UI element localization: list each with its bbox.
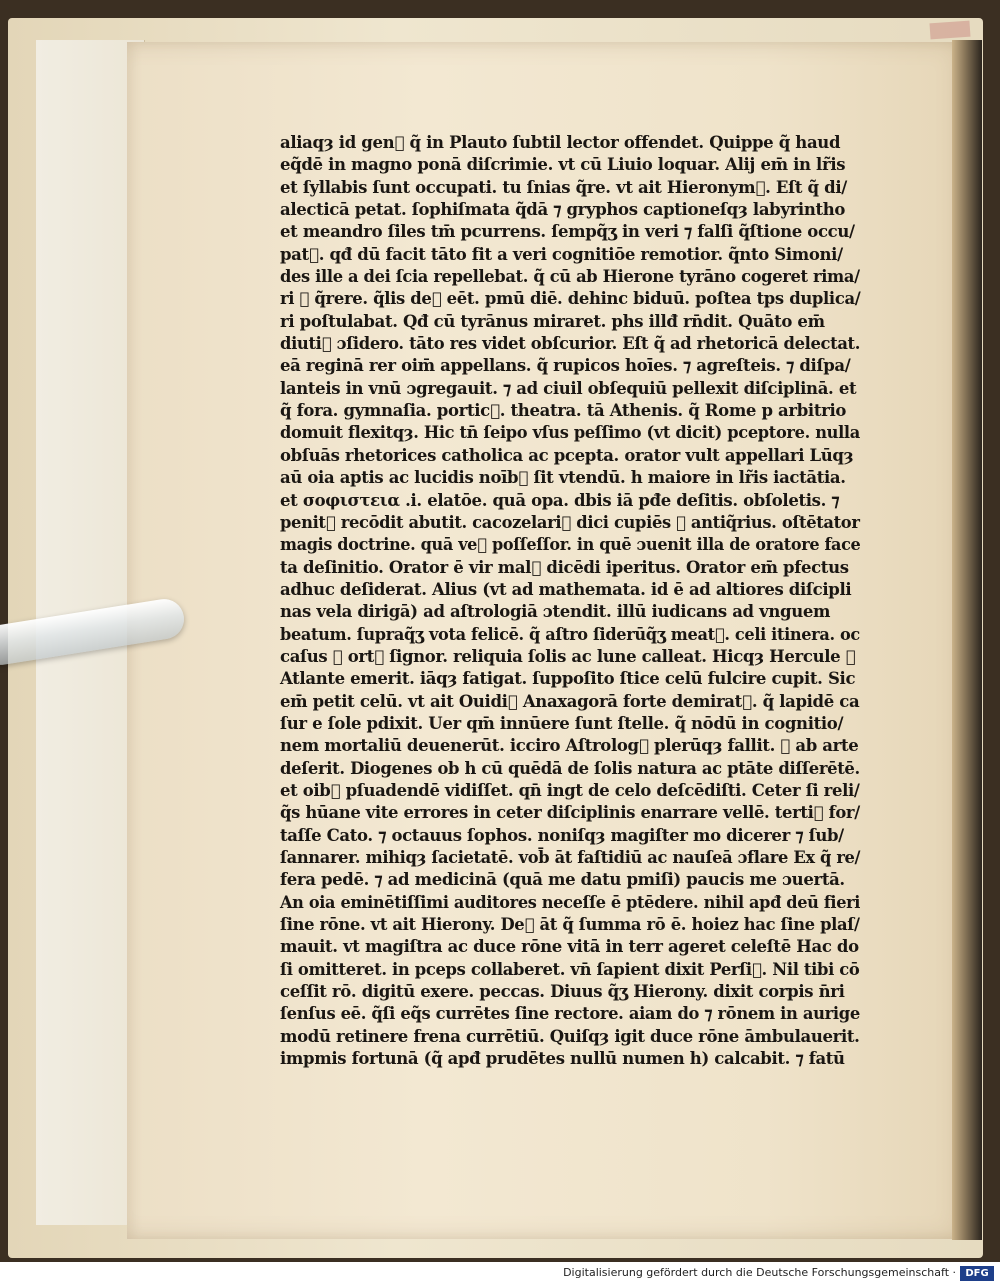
text-line: modū retinere frena currētiū. Quiſqȝ igit duce rōne āmbulauerit. [280,1026,860,1046]
text-line: fera pedē. ⁊ ad medicinā (quā me datu pmiſi) paucis me ɔuertā. [280,870,845,890]
text-line: eq̃dē in magno ponā diſcrimie. vt cū Liuio loquar. Alij em̄ in lr̃is [280,155,846,175]
text-line: An oia eminētiſſimi auditores neceſſe ē ptēdere. nihil apđ deū fieri [280,892,861,912]
footer-bar [0,1262,1000,1285]
text-line: penit᷒ recōdit abutit. cacozelari᷒ dici cupiēs ⁊ antiq̃rius. oſtētator [280,512,860,532]
text-block [280,132,860,1070]
text-line: taſſe Cato. ⁊ octauus ſophos. noniſqȝ magiſter mo dicerer ⁊ ſub/ [280,825,844,845]
stamp-mark [929,21,970,40]
text-line: q̃ fora. gymnaſia. portic᷒. theatra. tā Athenis. q̃ Rome p arbitrio [280,401,847,421]
dfg-logo: DFG [960,1266,994,1281]
text-line: lanteis in vnū ɔgregauit. ⁊ ad ciuil obſequiū pellexit diſciplinā. et [280,378,857,398]
text-line: ſenſus eē. q̃ſi eq̃s currētes ſine rectore. aiam do ⁊ rōnem in aurige [280,1004,860,1024]
text-line: ſi omitteret. in pceps collaberet. vn̄ ſapient dixit Perſi᷒. Nil tibi cō [280,959,860,979]
text-line: aū oia aptis ac lucidis noīb᷒ ſit vtendū. h maiore in lr̃is iactātia. [280,468,846,488]
text-line: ſur e ſole pdixit. Uer qm̄ innūere ſunt ſtelle. q̃ nōdū in cognitio/ [280,713,844,733]
text-line: domuit flexitqȝ. Hic tn̄ ſeipo vſus peſſimo (vt dicit) pceptore. nulla [280,423,860,443]
text-line: ta deſinitio. Orator ē vir mal᷒ dicēdi iperitus. Orator em̄ pfectus [280,557,849,577]
text-line: beatum. ſupraq̃ʒ vota felicē. q̃ aſtro ſiderūq̃ʒ meat᷒. celi itinera. oc [280,624,860,644]
book-spine [952,40,982,1240]
text-line: mauit. vt magiſtra ac duce rōne vitā in terr ageret celeſtē Hac do [280,937,859,957]
text-line: et oib᷒ pſuadendē vidiſſet. qn̄ ingt de celo deſcēdiſti. Ceter ſi reli/ [280,780,860,800]
text-line: magis doctrine. quā ve᷒ poſſeſſor. in quē ɔuenit illa de oratore face [280,535,861,555]
text-line: et ſyllabis ſunt occupati. tu ſnias q̃re. vt ait Hieronym᷒. Eſt q̃ di/ [280,177,847,197]
text-line: deſerit. Diogenes ob h cū quēdā de ſolis natura ac ptāte diſſerētē. [280,758,860,778]
text-line: pat᷒. qđ dū facit tāto fit a veri cognitiōe remotior. q̃nto Simoni/ [280,244,843,264]
funding-credit: Digitalisierung gefördert durch die Deutsche Forschungsgemeinschaft · [563,1266,956,1279]
text-line: et σοφιστεια .i. elatōe. quā opa. dbis iā pđe deſitis. obſoletis. ⁊ [280,490,840,510]
text-line: ri poſtulabat. Qđ cū tyrānus miraret. phs illđ rn̄dit. Quāto em̄ [280,311,825,331]
text-line: nem mortaliū deuenerūt. icciro Aſtrolog᷒ plerūqȝ fallit. ⁊ ab arte [280,736,859,756]
text-line: et meandro ſiles tm̄ pcurrens. ſempq̃ʒ in veri ⁊ falſi q̃ſtione occu/ [280,222,855,242]
text-line: ſine rōne. vt ait Hierony. De᷒ āt q̃ ſumma rō ē. hoiez hac ſine plaſ/ [280,915,860,935]
text-line: em̄ petit celū. vt ait Ouidi᷒ Anaxagorā forte demirat᷒. q̃ lapidē ca [280,691,860,711]
text-line: eā reginā rer oim̄ appellans. q̃ rupicos hoīes. ⁊ agreſteis. ⁊ diſpa/ [280,356,851,376]
text-line: des ille a dei ſcia repellebat. q̃ cū ab Hierone tyrāno cogeret rima/ [280,267,860,287]
text-line: Atlante emerit. iāqȝ fatigat. ſuppoſito ſtice celū fulcire cupit. Sic [280,669,856,689]
text-line: alecticā petat. ſophiſmata q̃dā ⁊ gryphos captioneſqȝ labyrintho [280,200,846,220]
text-line: q̃s hūane vite errores in ceter diſciplinis enarrare vellē. terti᷒ for/ [280,803,860,823]
text-line: ri ⁊ q̃rere. q̃lis de᷒ eēt. pmū diē. dehinc biduū. poſtea tps duplica/ [280,289,861,309]
text-line: nas vela dirigā) ad aſtrologiā ɔtendit. illū iudicans ad vnguem [280,602,831,622]
text-line: caſus ⁊ ort᷒ ſignor. reliquia ſolis ac lune calleat. Hicqȝ Hercule ⁊ [280,646,856,666]
text-line: ſannarer. mihiqȝ ſacietatē. vob̄ āt faſtidiū ac nauſeā ɔflare Ex q̃ re/ [280,848,861,867]
text-line: diuti᷒ ɔſidero. tāto res videt obſcurior. Eſt q̃ ad rhetoricā delectat. [280,334,861,354]
text-line: obſuās rhetorices catholica ac pcepta. orator vult appellari Lūqȝ [280,445,854,465]
text-line: ceſſit rō. digitū exere. peccas. Diuus q̃ʒ Hierony. dixit corpis n̄ri [280,982,845,1002]
text-line: impmis fortunā (q̃ apđ prudētes nullū numen h) calcabit. ⁊ fatū [280,1049,845,1069]
text-line: aliaqȝ id gen᷒ q̃ in Plauto ſubtil lector offendet. Quippe q̃ haud [280,133,841,152]
text-line: adhuc deſiderat. Alius (vt ad mathemata. id ē ad altiores diſcipli [280,579,852,599]
